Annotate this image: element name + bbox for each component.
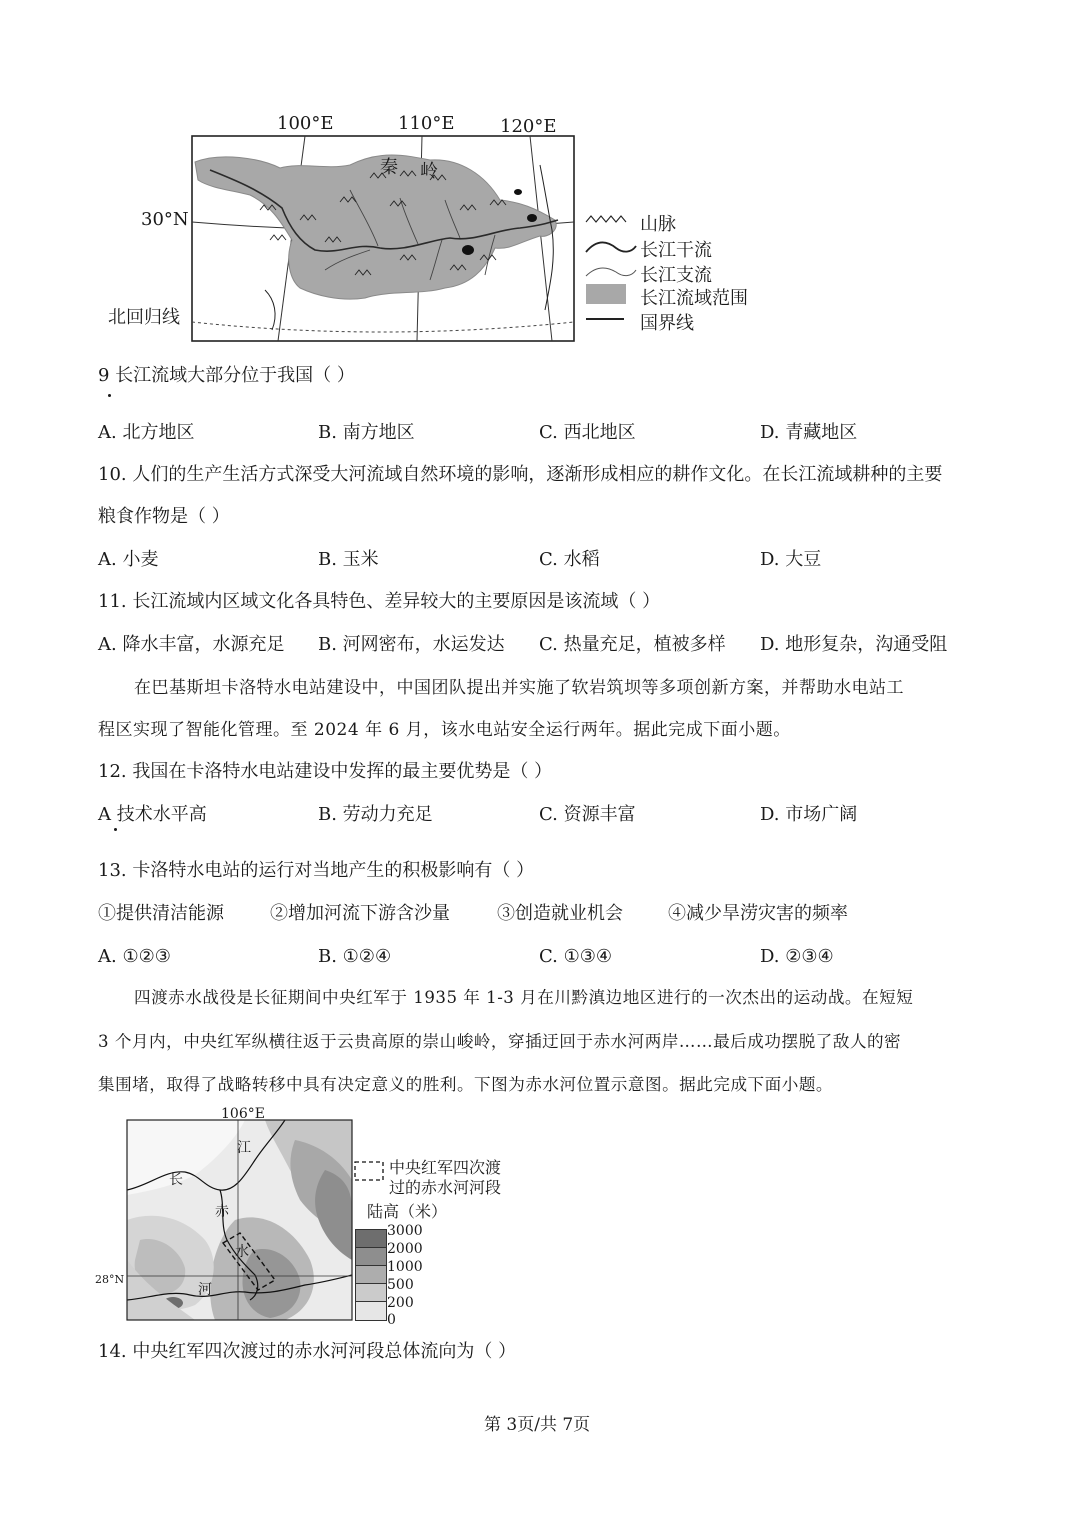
q13-item-1: ①提供清洁能源	[98, 903, 224, 924]
q10-option-b: B. 玉米	[318, 549, 379, 570]
river-char-jiang: 江	[237, 1140, 251, 1156]
q13-item-4: ④减少旱涝灾害的频率	[668, 903, 848, 924]
q11-option-a: A. 降水丰富，水源充足	[98, 634, 285, 655]
river-char-he: 河	[198, 1282, 212, 1298]
qinling-char-2: 岭	[420, 161, 438, 182]
q10-stem-line2: 粮食作物是（ ）	[98, 506, 230, 527]
legend-main-stream: 长江干流	[640, 240, 712, 261]
passage2-line3: 集围堵，取得了战略转移中具有决定意义的胜利。下图为赤水河位置示意图。据此完成下面小题。	[98, 1075, 834, 1094]
legend-mountain: 山脉	[640, 214, 676, 235]
legend-tributary: 长江支流	[640, 265, 712, 286]
q13-option-c: C. ①③④	[539, 946, 612, 967]
q9-option-a: A. 北方地区	[98, 422, 195, 443]
map1-legend	[584, 208, 799, 338]
legend-route-line1: 中央红军四次渡	[389, 1158, 502, 1177]
q9-stem: 9 长江流域大部分位于我国（ ）	[98, 365, 355, 386]
elevation-swatch-1	[355, 1229, 387, 1249]
elevation-0: 0	[387, 1312, 396, 1328]
legend-basin: 长江流域范围	[640, 288, 748, 309]
q13-option-a: A. ①②③	[98, 946, 171, 967]
page-footer: 第 3页/共 7页	[484, 1415, 591, 1435]
q10-option-c: C. 水稻	[539, 549, 600, 570]
passage2-line2: 3 个月内，中央红军纵横往返于云贵高原的崇山峻岭，穿插迂回于赤水河两岸……最后成功摆脱了敌人的密	[98, 1032, 902, 1051]
legend-border: 国界线	[640, 313, 694, 334]
q12-option-c: C. 资源丰富	[539, 804, 636, 825]
tropic-label: 北回归线	[108, 307, 180, 328]
q12-dot	[114, 828, 117, 831]
lat-30-label: 30°N	[141, 209, 189, 230]
elevation-3000: 3000	[387, 1223, 423, 1239]
legend-route-line2: 过的赤水河河段	[389, 1178, 502, 1197]
map2-legend	[353, 1156, 523, 1326]
elevation-200: 200	[387, 1295, 414, 1311]
q10-option-a: A. 小麦	[98, 549, 159, 570]
q11-option-d: D. 地形复杂，沟通受阻	[760, 634, 948, 655]
q10-option-d: D. 大豆	[760, 549, 822, 570]
q9-option-c: C. 西北地区	[539, 422, 636, 443]
q9-option-b: B. 南方地区	[318, 422, 415, 443]
q12-option-b: B. 劳动力充足	[318, 804, 433, 825]
lon-120-label: 120°E	[500, 116, 557, 137]
q10-stem-line1: 10. 人们的生产生活方式深受大河流域自然环境的影响，逐渐形成相应的耕作文化。在长江流域耕种的主要	[98, 464, 943, 485]
q13-option-b: B. ①②④	[318, 946, 392, 967]
q11-stem: 11. 长江流域内区域文化各具特色、差异较大的主要原因是该流域（ ）	[98, 591, 661, 612]
lon-110-label: 110°E	[398, 113, 455, 134]
q13-item-3: ③创造就业机会	[497, 903, 623, 924]
q12-option-d: D. 市场广阔	[760, 804, 858, 825]
q13-item-2: ②增加河流下游含沙量	[270, 903, 450, 924]
river-char-chi: 赤	[215, 1204, 229, 1220]
q13-stem: 13. 卡洛特水电站的运行对当地产生的积极影响有（ ）	[98, 860, 535, 881]
q12-stem: 12. 我国在卡洛特水电站建设中发挥的最主要优势是（ ）	[98, 761, 553, 782]
elevation-swatch-3	[355, 1265, 387, 1285]
passage1-line2: 程区实现了智能化管理。至 2024 年 6 月，该水电站安全运行两年。据此完成下面小题。	[98, 720, 791, 740]
yangtze-basin-map	[100, 110, 800, 350]
q9-dot	[108, 394, 111, 397]
passage1-line1: 在巴基斯坦卡洛特水电站建设中，中国团队提出并实施了软岩筑坝等多项创新方案，并帮助水电站工	[134, 678, 904, 698]
lon-100-label: 100°E	[277, 113, 334, 134]
chishui-river-map	[95, 1100, 525, 1330]
elevation-2000: 2000	[387, 1241, 423, 1257]
q12-option-a: A 技术水平高	[98, 804, 207, 825]
map2-lon-label: 106°E	[221, 1106, 265, 1122]
elevation-1000: 1000	[387, 1259, 423, 1275]
q14-stem: 14. 中央红军四次渡过的赤水河河段总体流向为（ ）	[98, 1341, 517, 1362]
passage2-line1: 四渡赤水战役是长征期间中央红军于 1935 年 1-3 月在川黔滇边地区进行的一次杰出的运动战。在短短	[134, 988, 914, 1007]
elevation-title: 陆高（米）	[367, 1202, 448, 1221]
q9-option-d: D. 青藏地区	[760, 422, 858, 443]
elevation-swatch-4	[355, 1283, 387, 1303]
map2-lat-label: 28°N	[95, 1273, 125, 1286]
q11-option-b: B. 河网密布，水运发达	[318, 634, 505, 655]
river-char-chang: 长	[169, 1172, 183, 1188]
elevation-swatch-2	[355, 1247, 387, 1267]
elevation-swatch-5	[355, 1301, 387, 1321]
river-char-shui: 水	[235, 1244, 249, 1260]
elevation-500: 500	[387, 1277, 414, 1293]
q11-option-c: C. 热量充足，植被多样	[539, 634, 726, 655]
q13-option-d: D. ②③④	[760, 946, 834, 967]
qinling-char-1: 秦	[380, 157, 398, 178]
